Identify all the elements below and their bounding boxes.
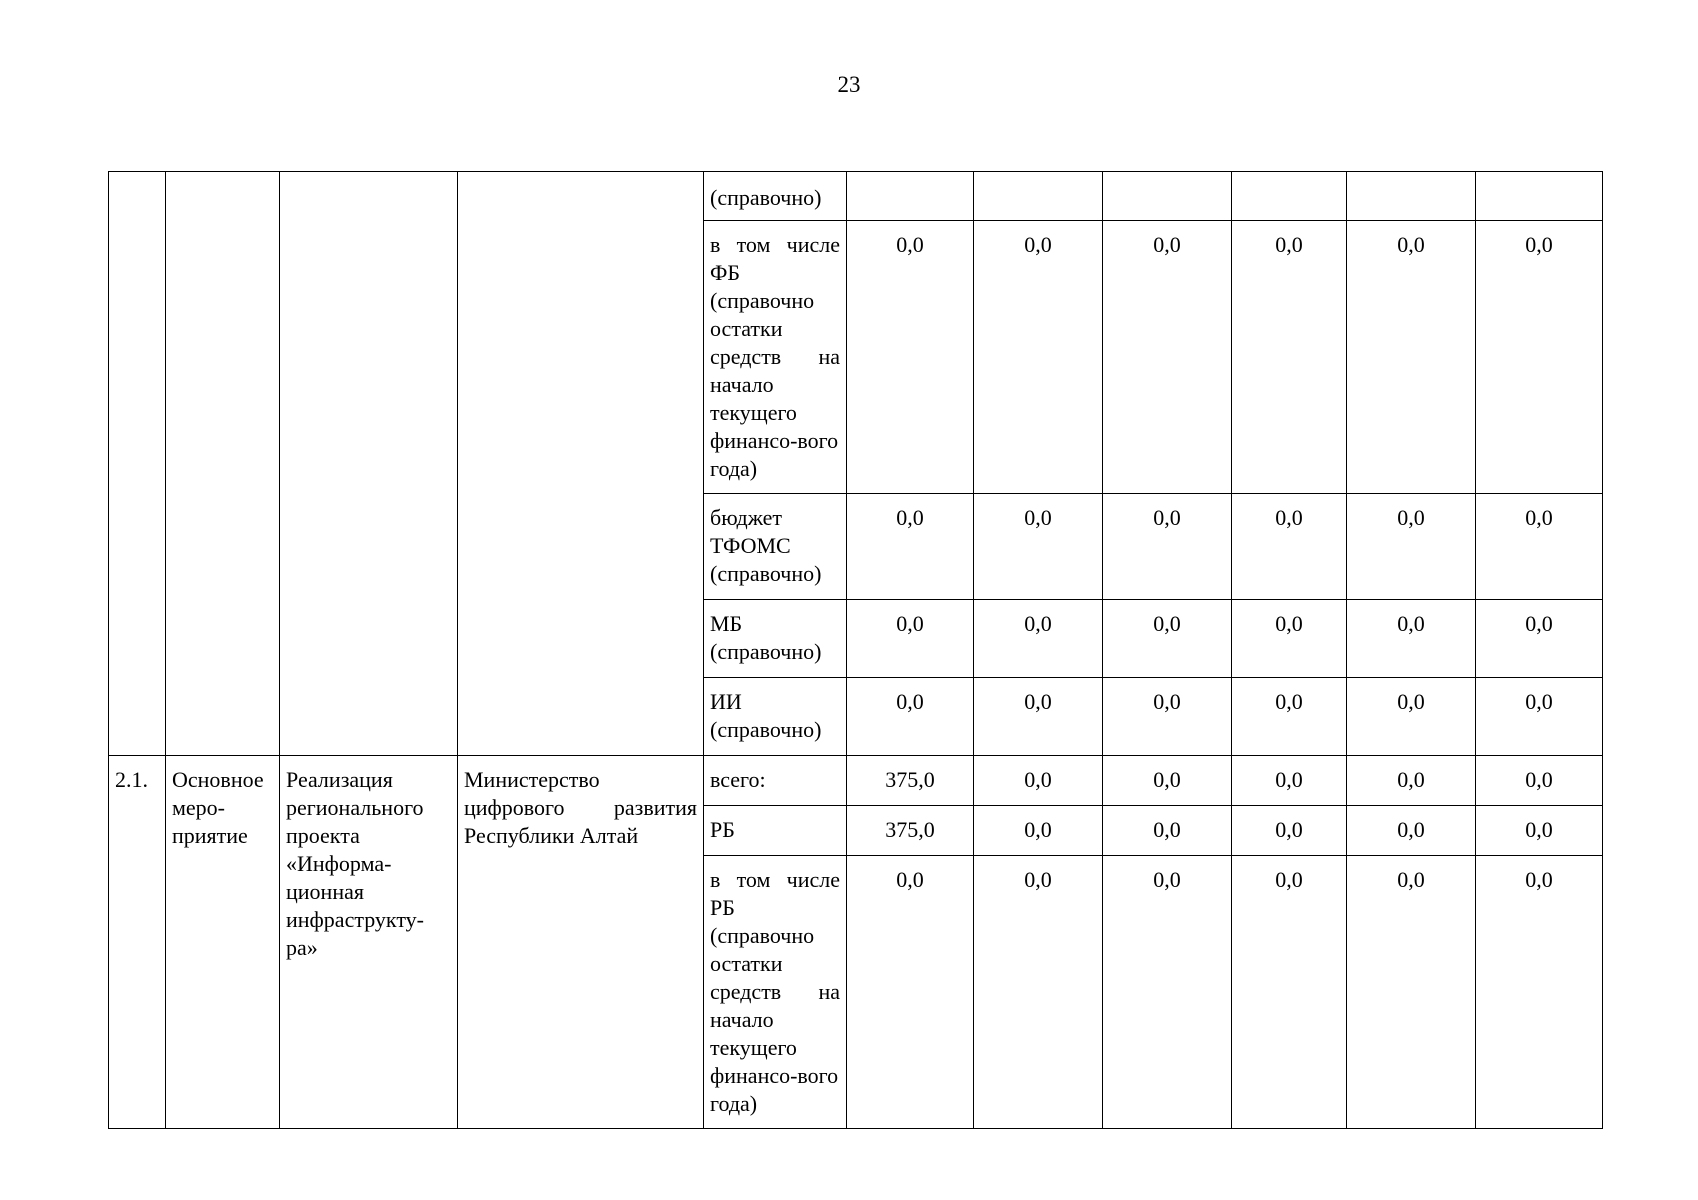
value-cell: 0,0 [1103,600,1232,678]
value-cell [847,172,974,221]
table-row [109,756,1603,806]
activity-executor-cell: Министерство цифрового развития Республики Алтай [458,756,704,1129]
value-cell: 0,0 [974,806,1103,856]
value-cell: 0,0 [1347,856,1476,1129]
value-cell: 0,0 [1476,600,1603,678]
value-cell: 0,0 [1232,806,1347,856]
value-cell: 0,0 [847,856,974,1129]
activity-type-cell: Основное меро-приятие [166,756,280,1129]
value-cell: 0,0 [1347,756,1476,806]
value-cell: 0,0 [1347,806,1476,856]
value-cell: 0,0 [1476,756,1603,806]
value-cell: 0,0 [1103,678,1232,756]
source-cell [704,221,847,494]
name-cell-empty [280,172,458,756]
value-cell: 0,0 [1232,678,1347,756]
number-cell-empty [109,172,166,756]
value-cell: 0,0 [974,221,1103,494]
value-cell: 0,0 [1103,806,1232,856]
source-cell: в том числе РБ (справочно остатки средств на начало текущего финансо-вого года) [704,856,847,1129]
value-cell: 0,0 [847,221,974,494]
value-cell: 0,0 [974,678,1103,756]
value-cell [1476,172,1603,221]
value-cell: 0,0 [1232,221,1347,494]
value-cell: 0,0 [1232,756,1347,806]
value-cell: 0,0 [1347,494,1476,600]
source-cell: РБ [704,806,847,856]
executor-cell-empty [458,172,704,756]
source-cell: бюджет ТФОМС (справочно) [704,494,847,600]
value-cell: 0,0 [1232,494,1347,600]
budget-table [108,171,1603,1129]
activity-number-cell: 2.1. [109,756,166,1129]
value-cell [1347,172,1476,221]
value-cell: 0,0 [1103,756,1232,806]
source-cell: ИИ (справочно) [704,678,847,756]
value-cell: 0,0 [1476,806,1603,856]
source-cell: всего: [704,756,847,806]
value-cell: 0,0 [1476,678,1603,756]
value-cell: 0,0 [1103,221,1232,494]
value-cell: 0,0 [1232,600,1347,678]
value-cell: 0,0 [1103,856,1232,1129]
value-cell: 0,0 [1347,221,1476,494]
value-cell: 0,0 [1347,600,1476,678]
value-cell: 0,0 [974,856,1103,1129]
value-cell: 0,0 [974,756,1103,806]
type-cell-empty [166,172,280,756]
value-cell [974,172,1103,221]
value-cell [1103,172,1232,221]
value-cell: 0,0 [1347,678,1476,756]
source-text: в том числе ФБ (справочно остатки средств на начало текущего финансо-вого года) [710,232,840,481]
value-cell: 375,0 [847,806,974,856]
value-cell [1232,172,1347,221]
value-cell: 0,0 [1103,494,1232,600]
value-cell: 0,0 [1476,221,1603,494]
value-cell: 0,0 [974,600,1103,678]
table-row [109,172,1603,221]
activity-name-cell: Реализация регионального проекта «Информа-ционная инфраструкту-ра» [280,756,458,1129]
value-cell: 0,0 [847,600,974,678]
value-cell: 0,0 [1232,856,1347,1129]
value-cell: 375,0 [847,756,974,806]
page-number: 23 [837,72,861,97]
source-cell: МБ (справочно) [704,600,847,678]
source-cell: (справочно) [704,172,847,221]
value-cell: 0,0 [847,678,974,756]
value-cell: 0,0 [847,494,974,600]
value-cell: 0,0 [1476,494,1603,600]
value-cell: 0,0 [1476,856,1603,1129]
value-cell: 0,0 [974,494,1103,600]
